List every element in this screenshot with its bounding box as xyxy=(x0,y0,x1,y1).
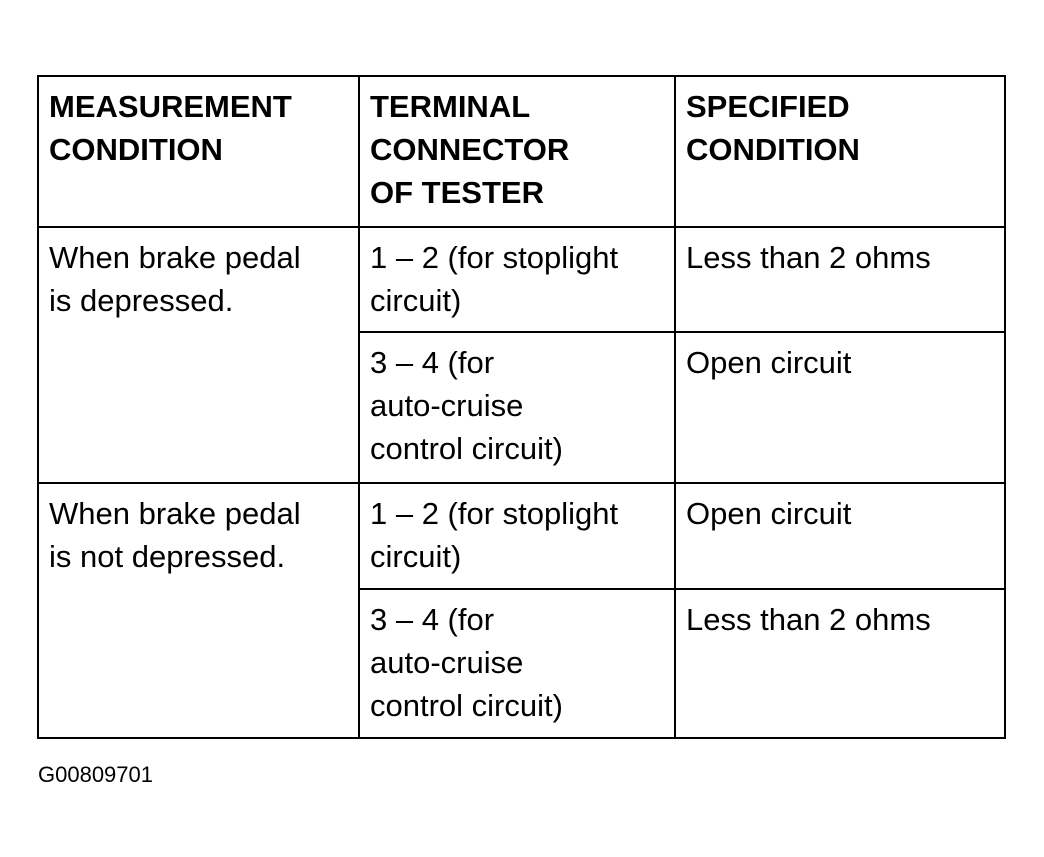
terminal-cell: 3 – 4 (for auto-cruise control circuit) xyxy=(359,332,675,483)
table-row xyxy=(38,483,1005,589)
spec-cell: Open circuit xyxy=(675,483,1005,589)
terminal-cell: 3 – 4 (for auto-cruise control circuit) xyxy=(359,589,675,738)
terminal-cell: 1 – 2 (for stoplight circuit) xyxy=(359,483,675,589)
header-terminal-connector: TERMINAL CONNECTOR OF TESTER xyxy=(359,76,675,227)
condition-cell-not-depressed: When brake pedal is not depressed. xyxy=(38,483,359,738)
spec-cell: Open circuit xyxy=(675,332,1005,483)
spec-cell: Less than 2 ohms xyxy=(675,227,1005,332)
table-row xyxy=(38,227,1005,332)
table-header-row xyxy=(38,76,1005,227)
terminal-cell: 1 – 2 (for stoplight circuit) xyxy=(359,227,675,332)
brake-switch-spec-table xyxy=(37,75,1006,739)
condition-cell-depressed: When brake pedal is depressed. xyxy=(38,227,359,483)
header-measurement-condition: MEASUREMENT CONDITION xyxy=(38,76,359,227)
header-specified-condition: SPECIFIED CONDITION xyxy=(675,76,1005,227)
figure-code: G00809701 xyxy=(38,762,153,787)
spec-cell: Less than 2 ohms xyxy=(675,589,1005,738)
